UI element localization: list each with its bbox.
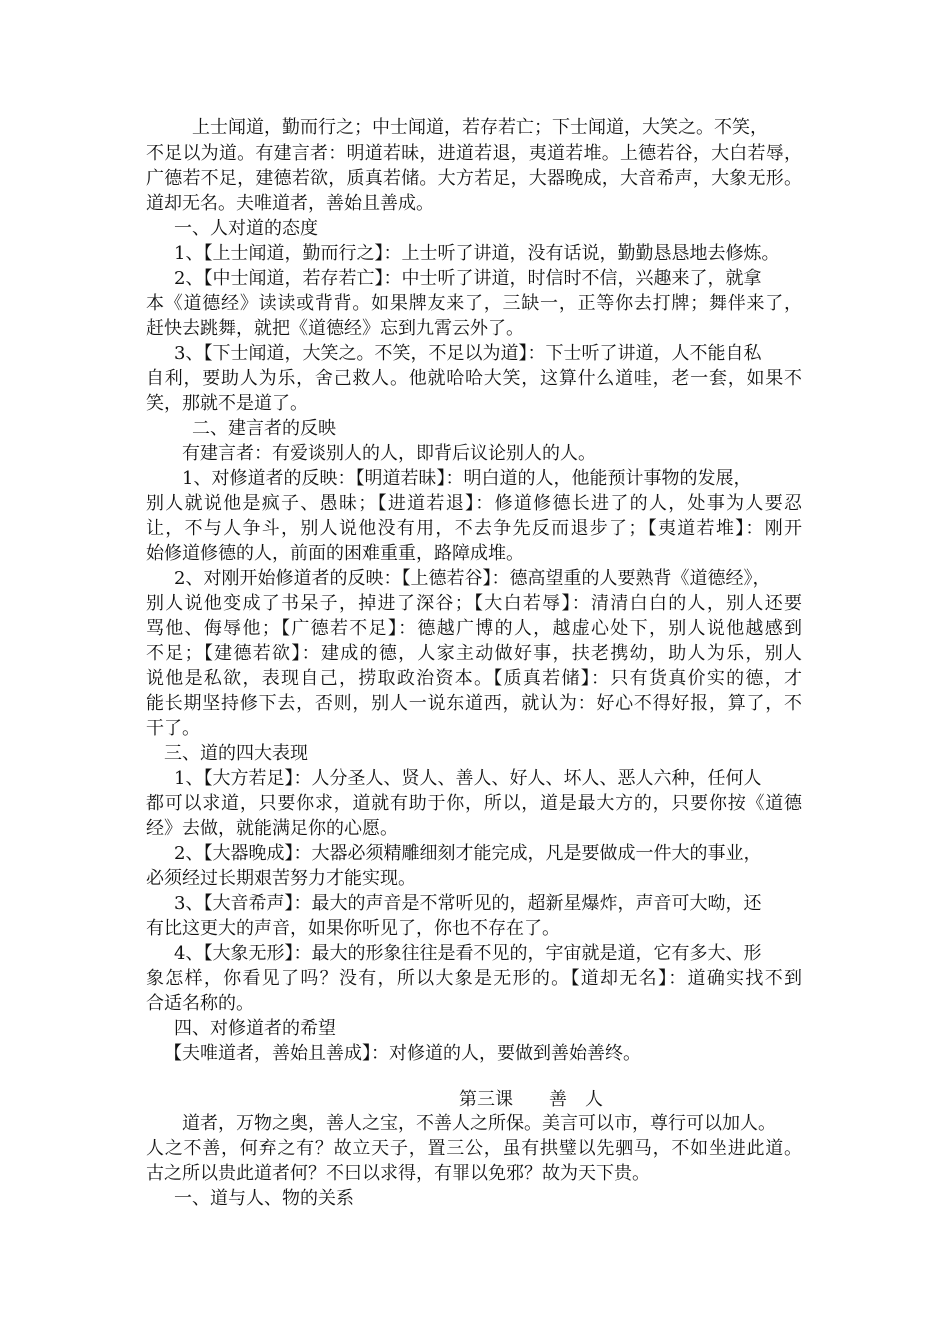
- paragraph-line: 别人就说他是疯子、愚昧；【进道若退】：修道修德长进了的人，处事为人要忍: [146, 493, 802, 514]
- paragraph-line: 有比这更大的声音，如果你听见了，你也不存在了。: [146, 918, 560, 939]
- paragraph-line: 道者，万物之奥，善人之宝，不善人之所保。美言可以市，尊行可以加人。: [182, 1113, 776, 1134]
- paragraph-line: 让，不与人争斗，别人说他没有用，不去争先反而退步了；【夷道若堆】：刚开: [146, 518, 802, 539]
- paragraph-line: 骂他、侮辱他；【广德若不足】：德越广博的人，越虚心处下，别人说他越感到: [146, 618, 802, 639]
- intro-line: 上士闻道，勤而行之；中士闻道，若存若亡；下士闻道，大笑之。不笑，: [192, 117, 768, 138]
- paragraph-line: 能长期坚持修下去，否则，别人一说东道西，就认为：好心不得好报，算了，不: [146, 693, 802, 714]
- paragraph-line: 象怎样，你看见了吗？没有，所以大象是无形的。【道却无名】：道确实找不到: [146, 968, 802, 989]
- paragraph-line: 1、【大方若足】：人分圣人、贤人、善人、好人、坏人、恶人六种，任何人: [174, 768, 762, 789]
- paragraph-line: 人之不善，何弃之有？故立天子，置三公，虽有拱璧以先驷马，不如坐进此道。: [146, 1138, 802, 1159]
- paragraph-line: 合适名称的。: [146, 993, 254, 1014]
- paragraph-line: 2、【中士闻道，若存若亡】：中士听了讲道，时信时不信，兴趣来了，就拿: [174, 268, 762, 289]
- paragraph-line: 必须经过长期艰苦努力才能实现。: [146, 868, 416, 889]
- paragraph-line: 2、对刚开始修道者的反映：【上德若谷】：德高望重的人要熟背《道德经》，: [174, 568, 771, 589]
- paragraph-line: 2、【大器晚成】：大器必须精雕细刻才能完成，凡是要做成一件大的事业，: [174, 843, 762, 864]
- paragraph-line: 别人说他变成了书呆子，掉进了深谷；【大白若辱】：清清白白的人，别人还要: [146, 593, 802, 614]
- intro-line: 广德若不足，建德若欲，质真若储。大方若足，大器晚成，大音希声，大象无形。: [146, 168, 802, 189]
- section-heading: 二、建言者的反映: [192, 418, 336, 439]
- paragraph-line: 经》去做，就能满足你的心愿。: [146, 818, 398, 839]
- paragraph-line: 3、【下士闻道，大笑之。不笑，不足以为道】：下士听了讲道，人不能自私: [174, 343, 762, 364]
- paragraph-line: 说他是私欲，表现自己，捞取政治资本。【质真若储】：只有货真价实的德，才: [146, 668, 802, 689]
- paragraph-line: 4、【大象无形】：最大的形象往往是看不见的，宇宙就是道，它有多大、形: [174, 943, 762, 964]
- paragraph-line: 1、【上士闻道，勤而行之】：上士听了讲道，没有话说，勤勤恳恳地去修炼。: [174, 243, 780, 264]
- paragraph-line: 本《道德经》读读或背背。如果牌友来了，三缺一，正等你去打牌；舞伴来了，: [146, 293, 802, 314]
- section-heading: 一、道与人、物的关系: [174, 1188, 354, 1209]
- paragraph-line: 笑，那就不是道了。: [146, 393, 308, 414]
- paragraph-line: 都可以求道，只要你求，道就有助于你，所以，道是最大方的，只要你按《道德: [146, 793, 802, 814]
- lesson-title: 第三课 善 人: [459, 1089, 603, 1110]
- paragraph-line: 赶快去跳舞，就把《道德经》忘到九霄云外了。: [146, 318, 524, 339]
- paragraph-line: 始修道修德的人，前面的困难重重，路障成堆。: [146, 543, 524, 564]
- paragraph-line: 干了。: [146, 718, 200, 739]
- intro-line: 道却无名。夫唯道者，善始且善成。: [146, 193, 434, 214]
- intro-line: 不足以为道。有建言者：明道若昧，进道若退，夷道若堆。上德若谷，大白若辱，: [146, 143, 802, 164]
- section-heading: 一、人对道的态度: [174, 218, 318, 239]
- paragraph-line: 古之所以贵此道者何？不曰以求得，有罪以免邪？故为天下贵。: [146, 1163, 650, 1184]
- paragraph-line: 1、对修道者的反映：【明道若昧】：明白道的人，他能预计事物的发展，: [182, 468, 752, 489]
- paragraph-line: 【夫唯道者，善始且善成】：对修道的人，要做到善始善终。: [164, 1043, 641, 1064]
- paragraph-line: 不足；【建德若欲】：建成的德，人家主动做好事，扶老携幼，助人为乐，别人: [146, 643, 802, 664]
- paragraph-line: 3、【大音希声】：最大的声音是不常听见的，超新星爆炸，声音可大呦，还: [174, 893, 762, 914]
- paragraph-line: 自利，要助人为乐，舍己救人。他就哈哈大笑，这算什么道哇，老一套，如果不: [146, 368, 802, 389]
- paragraph-line: 有建言者：有爱谈别人的人，即背后议论别人的人。: [182, 443, 596, 464]
- section-heading: 四、对修道者的希望: [174, 1018, 336, 1039]
- section-heading: 三、道的四大表现: [164, 743, 308, 764]
